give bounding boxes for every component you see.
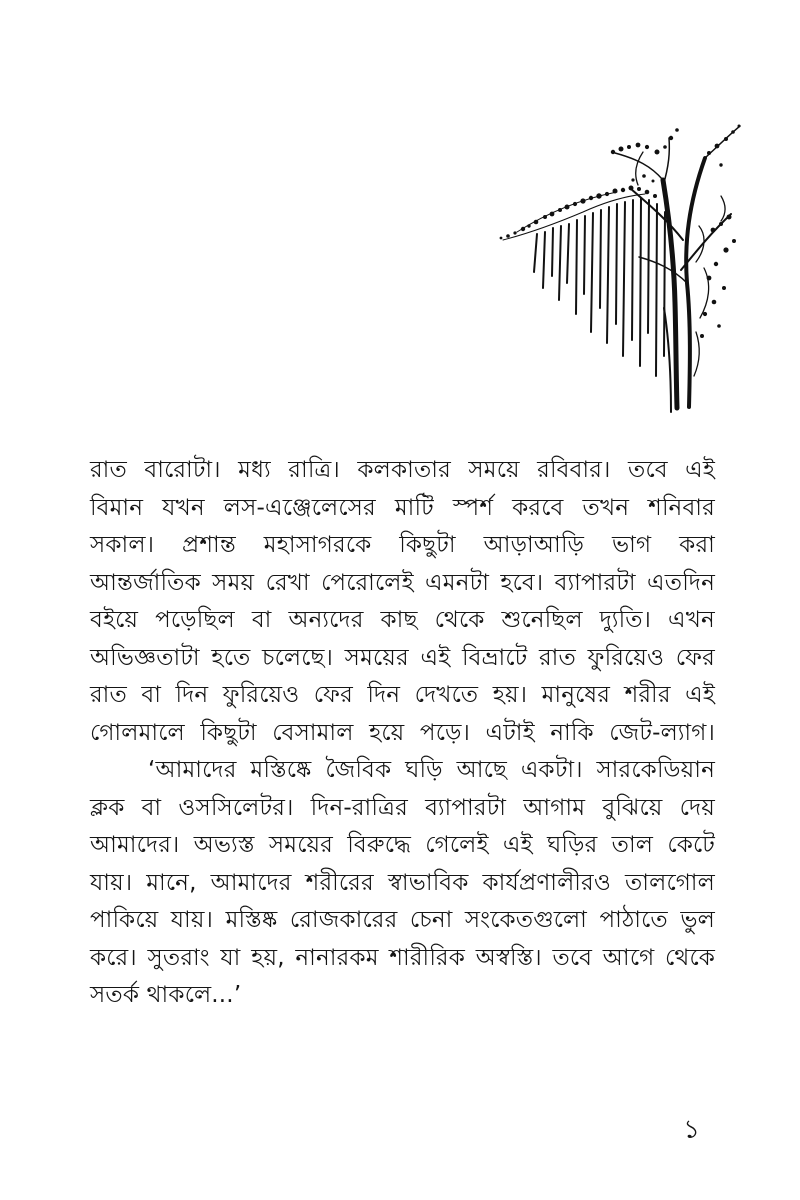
body-line: আন্তর্জাতিক সময় রেখা পেরোলেই এমনটা হবে। ব্যাপারটা এতদিন <box>90 569 715 596</box>
body-line: গোলমালে কিছুটা বেসামাল হয়ে পড়ে। এটাই নাকি জেট-ল্যাগ। <box>90 719 715 746</box>
paragraph-first-line: ‘আমাদের মস্তিষ্কে জৈবিক ঘড়ি আছে একটা। সারকেডিয়ান <box>148 757 715 783</box>
paragraph-last-line: সতর্ক থাকলে...’ <box>90 982 242 1008</box>
body-line: রাত বারোটা। মধ্য রাত্রি। কলকাতার সময়ে রবিবার। তবে এই <box>90 457 715 483</box>
body-line: করে। সুতরাং যা হয়, নানারকম শারীরিক অস্বস্তি। তবে আগে থেকে <box>90 944 715 971</box>
body-line: রাত বা দিন ফুরিয়েও ফের দিন দেখতে হয়। মানুষের শরীর এই <box>90 682 715 708</box>
body-line: ক্লক বা ওসসিলেটর। দিন-রাত্রির ব্যাপারটা আগাম বুঝিয়ে দেয় <box>90 794 715 821</box>
body-line: অভিজ্ঞতাটা হতে চলেছে। সময়ের এই বিভ্রাটে রাত ফুরিয়েও ফের <box>90 644 715 671</box>
body-line: বিমান যখন লস-এঞ্জেলেসের মাটি স্পর্শ করবে তখন শনিবার <box>90 494 715 521</box>
tree-illustration <box>495 118 745 420</box>
body-line: পাকিয়ে যায়। মস্তিষ্ক রোজকারের চেনা সংকেতগুলো পাঠাতে ভুল <box>90 907 715 933</box>
body-text <box>90 452 715 1015</box>
body-line: আমাদের। অভ্যস্ত সময়ের বিরুদ্ধে গেলেই এই ঘড়ির তাল কেটে <box>90 832 715 858</box>
body-line: যায়। মানে, আমাদের শরীরের স্বাভাবিক কার্যপ্রণালীরও তালগোল <box>90 869 715 896</box>
page-number: ১ <box>683 1115 700 1145</box>
body-line: সকাল। প্রশান্ত মহাসাগরকে কিছুটা আড়াআড়ি ভাগ করা <box>90 532 715 558</box>
body-line: বইয়ে পড়েছিল বা অন্যদের কাছ থেকে শুনেছিল দ্যুতি। এখন <box>90 607 715 633</box>
